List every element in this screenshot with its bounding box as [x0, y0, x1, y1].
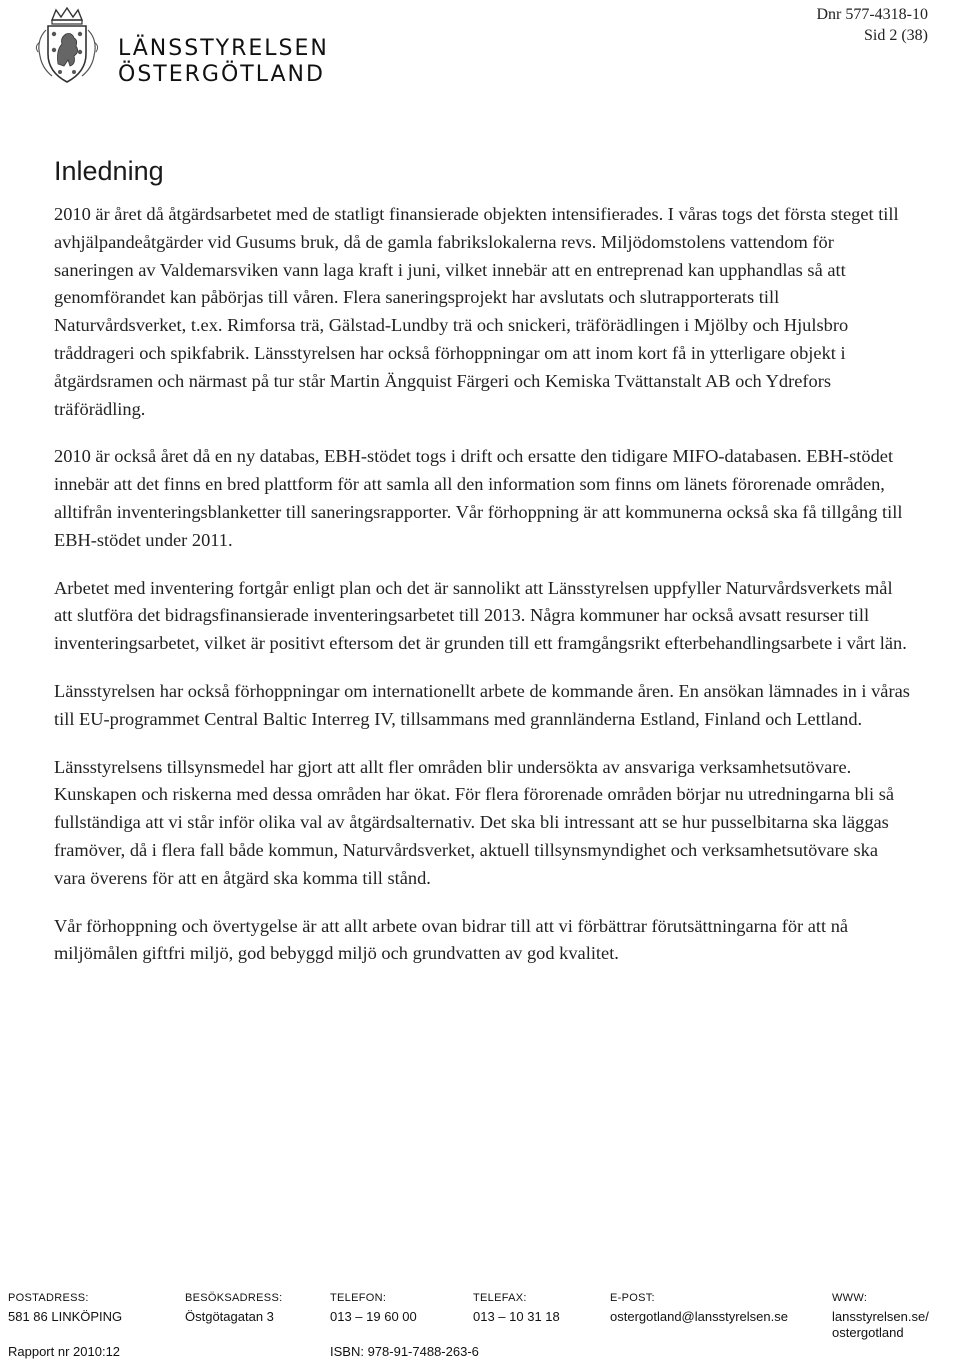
lansstyrelsen-crest-icon: [30, 6, 104, 86]
document-reference: [816, 4, 928, 46]
footer-label: POSTADRESS:: [8, 1292, 89, 1304]
diarienummer: Dnr 577-4318-10: [816, 6, 928, 23]
paragraph: Länsstyrelsens tillsynsmedel har gjort att allt fler områden blir undersökta av ansvariga verksamhetsutövare. Kunskapen och riskerna med dessa områden har ökat. För flera förorenade områden börjar nu utredningarna bli så fullständiga att vi står inför olika val av åtgärdsalternativ. Det ska bli intressant att se hur pusselbitarna ska läggas framöver, då i flera fall både kommun, Naturvårdsverket, aktuell tillsynsmyndighet och verksamhetsutövare ska vara överens för att en åtgärd ska komma till stånd.: [54, 756, 895, 888]
isbn: ISBN: 978-91-7488-263-6: [330, 1344, 479, 1359]
footer-value: 581 86 LINKÖPING: [8, 1309, 123, 1324]
logo-line-2: ÖSTERGÖTLAND: [118, 62, 325, 87]
footer-value: 013 – 10 31 18: [473, 1309, 560, 1324]
footer-telefon: [330, 1292, 417, 1325]
paragraph: Länsstyrelsen har också förhoppningar om internationellt arbete de kommande åren. En ansökan lämnades in i våras till EU-programmet Central Baltic Interreg IV, tillsammans med grannländerna Estland, Finland och Lettland.: [54, 680, 910, 729]
footer-website-line-1[interactable]: lansstyrelsen.se/: [832, 1309, 929, 1324]
footer-value: 013 – 19 60 00: [330, 1309, 417, 1324]
paragraph: 2010 är också året då en ny databas, EBH-stödet togs i drift och ersatte den tidigare MIFO-databasen. EBH-stödet innebär att det finns en bred plattform för att samla all den information som finns om länets förorenade områden, alltifrån inventeringsblanketter till saneringsrapporter. Vår förhoppning är att kommunerna också ska få tillgång till EBH-stödet under 2011.: [54, 446, 903, 550]
page-header: [0, 0, 960, 100]
paragraph: Vår förhoppning och övertygelse är att allt arbete ovan bidrar till att vi förbättrar förutsättningarna för att nå miljömålen giftfri miljö, god bebyggd miljö och grundvatten av god kvalitet.: [54, 915, 849, 964]
footer-label: TELEFON:: [330, 1292, 387, 1304]
footer-website-line-2[interactable]: ostergotland: [832, 1325, 904, 1340]
logo-line-1: LÄNSSTYRELSEN: [118, 36, 329, 61]
section-title: Inledning: [54, 156, 164, 186]
footer-besoksadress: [185, 1292, 282, 1325]
footer-value: Östgötagatan 3: [185, 1309, 274, 1324]
organisation-logo-text: [118, 36, 329, 88]
footer-postadress: [8, 1292, 122, 1325]
footer-label: E-POST:: [610, 1292, 655, 1304]
paragraph: 2010 är året då åtgärdsarbetet med de statligt finansierade objekten intensifierades. I våras togs det första steget till avhjälpandeåtgärder vid Gusums bruk, då de gamla fabrikslokalerna revs. Miljödomstolens vattendom för saneringen av Valdemarsviken vann laga kraft i juni, vilket innebär att en entreprenad kan upphandlas så att genomförandet kan påbörjas till våren. Flera saneringsprojekt har avslutats och slutrapporterats till Naturvårdsverket, t.ex. Rimforsa trä, Gälstad-Lundby trä och snickeri, träförädlingen i Mjölby och Hjulsbro tråddrageri och spikfabrik. Länsstyrelsen har också förhoppningar om att inom kort få in ytterligare objekt i åtgärdsramen och närmast på tur står Martin Ängquist Färgeri och Kemiska Tvättanstalt AB och Ydrefors träförädling.: [54, 204, 899, 419]
footer-email[interactable]: ostergotland@lansstyrelsen.se: [610, 1309, 788, 1324]
report-number: Rapport nr 2010:12: [8, 1344, 121, 1359]
footer-label: WWW:: [832, 1292, 868, 1304]
paragraph: Arbetet med inventering fortgår enligt plan och det är sannolikt att Länsstyrelsen uppfyller Naturvårdsverkets mål att slutföra det bidragsfinansierade inventeringsarbetet till 2013. Några kommuner har också avsatt resurser till inventeringsarbetet, vilket är positivt eftersom det är grunden till ett framgångsrikt efterbehandlingsarbete i vårt län.: [54, 577, 907, 654]
footer-website-link[interactable]: [832, 1309, 929, 1341]
footer-www: [832, 1292, 929, 1341]
footer-epost: [610, 1292, 788, 1325]
footer-label: BESÖKSADRESS:: [185, 1292, 283, 1304]
footer-telefax: [473, 1292, 560, 1325]
section-body: [54, 201, 914, 988]
page-number: Sid 2 (38): [864, 27, 928, 44]
footer-label: TELEFAX:: [473, 1292, 527, 1304]
